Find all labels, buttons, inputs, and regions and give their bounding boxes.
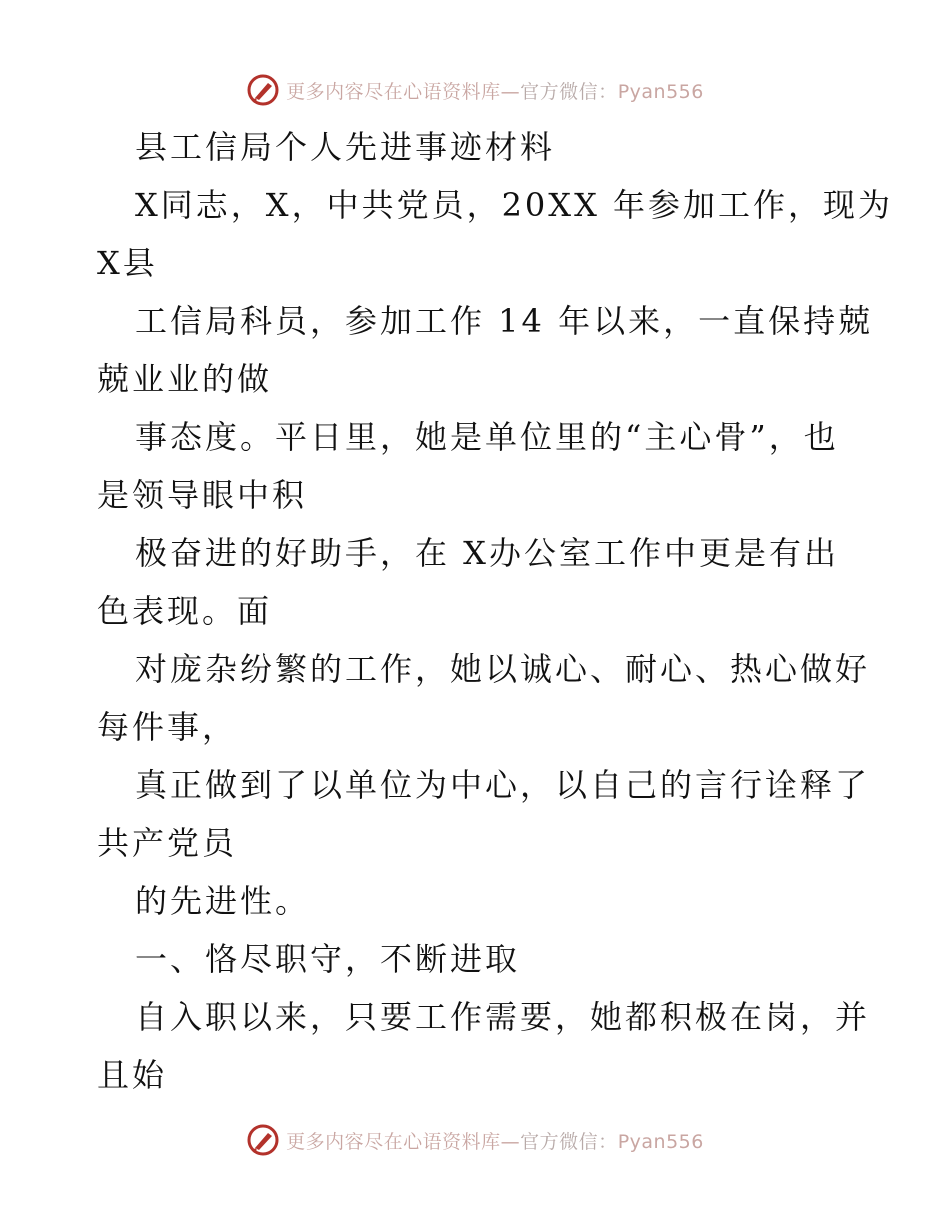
paragraph-line: 每件事， bbox=[97, 708, 238, 746]
paragraph-line: 真正做到了以单位为中心，以自己的言行诠释了 bbox=[135, 766, 871, 804]
header-watermark-banner bbox=[0, 70, 950, 110]
paragraph-line: 极奋进的好助手，在 X办公室工作中更是有出 bbox=[135, 534, 839, 572]
paragraph-line: 工信局科员，参加工作 14 年以来，一直保持兢 bbox=[135, 302, 874, 340]
paragraph-line: 自入职以来，只要工作需要，她都积极在岗，并 bbox=[135, 998, 871, 1036]
paragraph-line: 事态度。平日里，她是单位里的“主心骨”，也 bbox=[135, 418, 839, 456]
pen-circle-logo-icon bbox=[246, 1123, 280, 1157]
paragraph-line: 兢业业的做 bbox=[97, 360, 273, 398]
paragraph-line: 色表现。面 bbox=[97, 592, 273, 630]
footer-watermark-banner bbox=[0, 1120, 950, 1160]
paragraph-line: X县 bbox=[97, 244, 158, 282]
paragraph-line: 对庞杂纷繁的工作，她以诚心、耐心、热心做好 bbox=[135, 650, 871, 688]
banner-text: 更多内容尽在心语资料库—官方微信：Pyan556 bbox=[286, 1130, 704, 1153]
document-body bbox=[97, 118, 894, 1104]
paragraph-line: X同志，X，中共党员，20XX 年参加工作，现为 bbox=[135, 186, 894, 224]
paragraph-line: 的先进性。 bbox=[135, 882, 311, 920]
document-title: 县工信局个人先进事迹材料 bbox=[135, 128, 556, 166]
paragraph-line: 是领导眼中积 bbox=[97, 476, 308, 514]
banner-text: 更多内容尽在心语资料库—官方微信：Pyan556 bbox=[286, 80, 704, 103]
pen-circle-logo-icon bbox=[246, 73, 280, 107]
paragraph-line: 共产党员 bbox=[97, 824, 238, 862]
paragraph-line: 且始 bbox=[97, 1056, 168, 1094]
section-heading: 一、恪尽职守，不断进取 bbox=[135, 940, 521, 978]
